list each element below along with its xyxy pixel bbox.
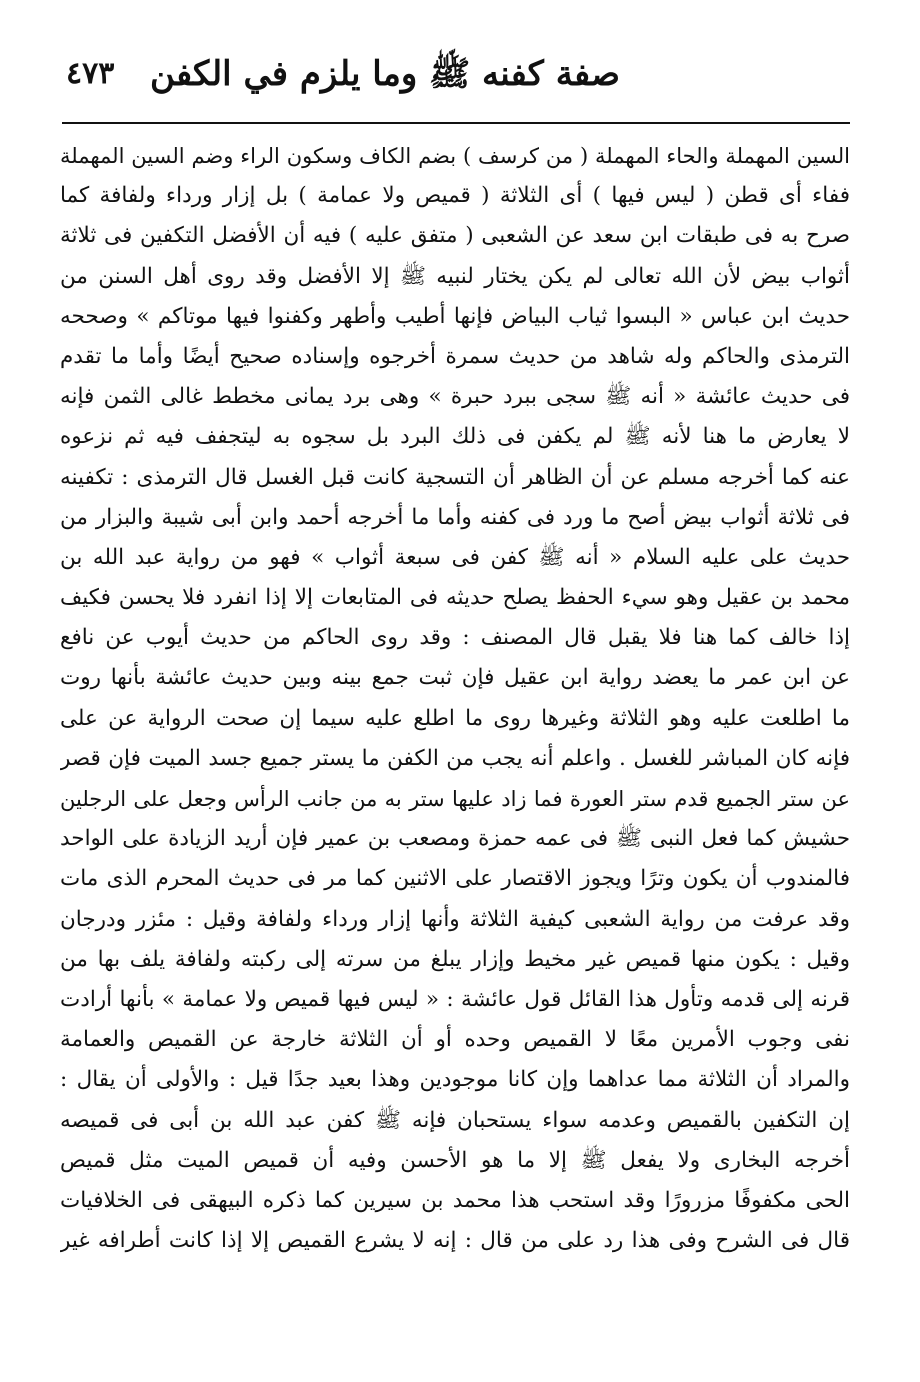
text-line: حشيش كما فعل النبى ﷺ فى عمه حمزة ومصعب بن عمير فإن أريد الزيادة على الواحد <box>60 826 850 852</box>
text-line: قال فى الشرح وفى هذا رد على من قال : إنه لا يشرع القميص إلا إذا كانت أطرافه غير <box>60 1228 850 1254</box>
text-line: أثواب بيض لأن الله تعالى لم يكن يختار لنبيه ﷺ إلا الأفضل وقد روى أهل السنن من <box>60 263 850 289</box>
text-line: عن ابن عمر ما يعضد رواية ابن عقيل فإن ثبت جمع بينه وبين حديث عائشة بأنها روت <box>60 665 850 691</box>
text-line: إذا خالف كما هنا فلا يقبل قال المصنف : وقد روى الحاكم من حديث أيوب عن نافع <box>60 625 850 651</box>
text-line: ما اطلعت عليه وهو الثلاثة وغيرها روى ما اطلع عليه سيما إن صحت الرواية عن على <box>60 705 850 731</box>
text-line: عن ستر الجميع قدم ستر العورة فما زاد عليها ستر به من جانب الرأس وجعل على الرجلين <box>60 787 850 811</box>
text-line: ففاء أى قطن ( ليس فيها ) أى الثلاثة ( قميص ولا عمامة ) بل إزار ورداء ولفافة كما <box>60 183 850 209</box>
text-line: فى ثلاثة أثواب بيض أصح ما ورد فى كفنه وأما ما أخرجه أحمد وابن أبى شيبة والبزار من <box>60 504 850 530</box>
text-line: والمراد أن الثلاثة مما عداهما وإن كانا موجودين وهذا بعيد جدًا قيل : والأولى أن يقال : <box>60 1067 850 1093</box>
text-line: السين المهملة والحاء المهملة ( من كرسف ) بضم الكاف وسكون الراء وضم السين المهملة <box>60 144 850 168</box>
page-header <box>60 48 850 104</box>
text-line: حديث ابن عباس « البسوا ثياب البياض فإنها أطيب وأطهر وكفنوا فيها موتاكم » وصححه <box>60 303 850 329</box>
text-line: فالمندوب أن يكون وترًا ويجوز الاقتصار على الاثنين كما مر فى حديث المحرم الذى مات <box>60 866 850 892</box>
text-line: لا يعارض ما هنا لأنه ﷺ لم يكفن فى ذلك البرد بل سجوه به ليتجفف فيه ثم نزعوه <box>60 424 850 450</box>
text-line: قرنه إلى قدمه وتأول هذا القائل قول عائشة : « ليس فيها قميص ولا عمامة » بأنها أرادت <box>60 986 850 1012</box>
running-title: صفة كفنه ﷺ وما يلزم في الكفن <box>149 54 620 94</box>
text-line: أخرجه البخارى ولا يفعل ﷺ إلا ما هو الأحسن وفيه أن قميص الميت مثل قميص <box>60 1147 850 1173</box>
text-line: إن التكفين بالقميص وعدمه سواء يستحبان فإنه ﷺ كفن عبد الله بن أبى فى قميصه <box>60 1107 850 1133</box>
text-line: فإنه كان المباشر للغسل . واعلم أنه يجب من الكفن ما يستر جميع جسد الميت فإن قصر <box>60 745 850 771</box>
text-line: وقد عرفت من رواية الشعبى كيفية الثلاثة وأنها إزار ورداء ولفافة وقيل : مئزر ودرجان <box>60 906 850 932</box>
text-line: الترمذى والحاكم وله شاهد من حديث سمرة أخرجوه وإسناده صحيح أيضًا وأما ما تقدم <box>60 343 850 369</box>
text-line: عنه كما أخرجه مسلم عن أن الظاهر أن التسجية كانت قبل الغسل قال الترمذى : تكفينه <box>60 464 850 490</box>
text-line: حديث على عليه السلام « أنه ﷺ كفن فى سبعة أثواب » فهو من رواية عبد الله بن <box>60 544 850 570</box>
header-rule <box>62 122 850 124</box>
text-line: فى حديث عائشة « أنه ﷺ سجى ببرد حبرة » وهى برد يمانى مخطط غالى الثمن فإنه <box>60 384 850 410</box>
text-line: صرح به فى طبقات ابن سعد عن الشعبى ( متفق عليه ) فيه أن الأفضل التكفين فى ثلاثة <box>60 223 850 249</box>
text-line: الحى مكفوفًا مزرورًا وقد استحب هذا محمد بن سيرين كما ذكره البيهقى فى الخلافيات <box>60 1187 850 1213</box>
body-text <box>60 136 850 1261</box>
text-line: وقيل : يكون منها قميص غير مخيط وإزار يبلغ من سرته إلى ركبته ولفافة يلف بها من <box>60 946 850 972</box>
page-number: ٤٧٣ <box>66 56 115 91</box>
text-line: نفى وجوب الأمرين معًا لا القميص وحده أو أن الثلاثة خارجة عن القميص والعمامة <box>60 1027 850 1053</box>
text-line: محمد بن عقيل وهو سيء الحفظ يصلح حديثه فى المتابعات إلا إذا انفرد فلا يحسن فكيف <box>60 585 850 611</box>
